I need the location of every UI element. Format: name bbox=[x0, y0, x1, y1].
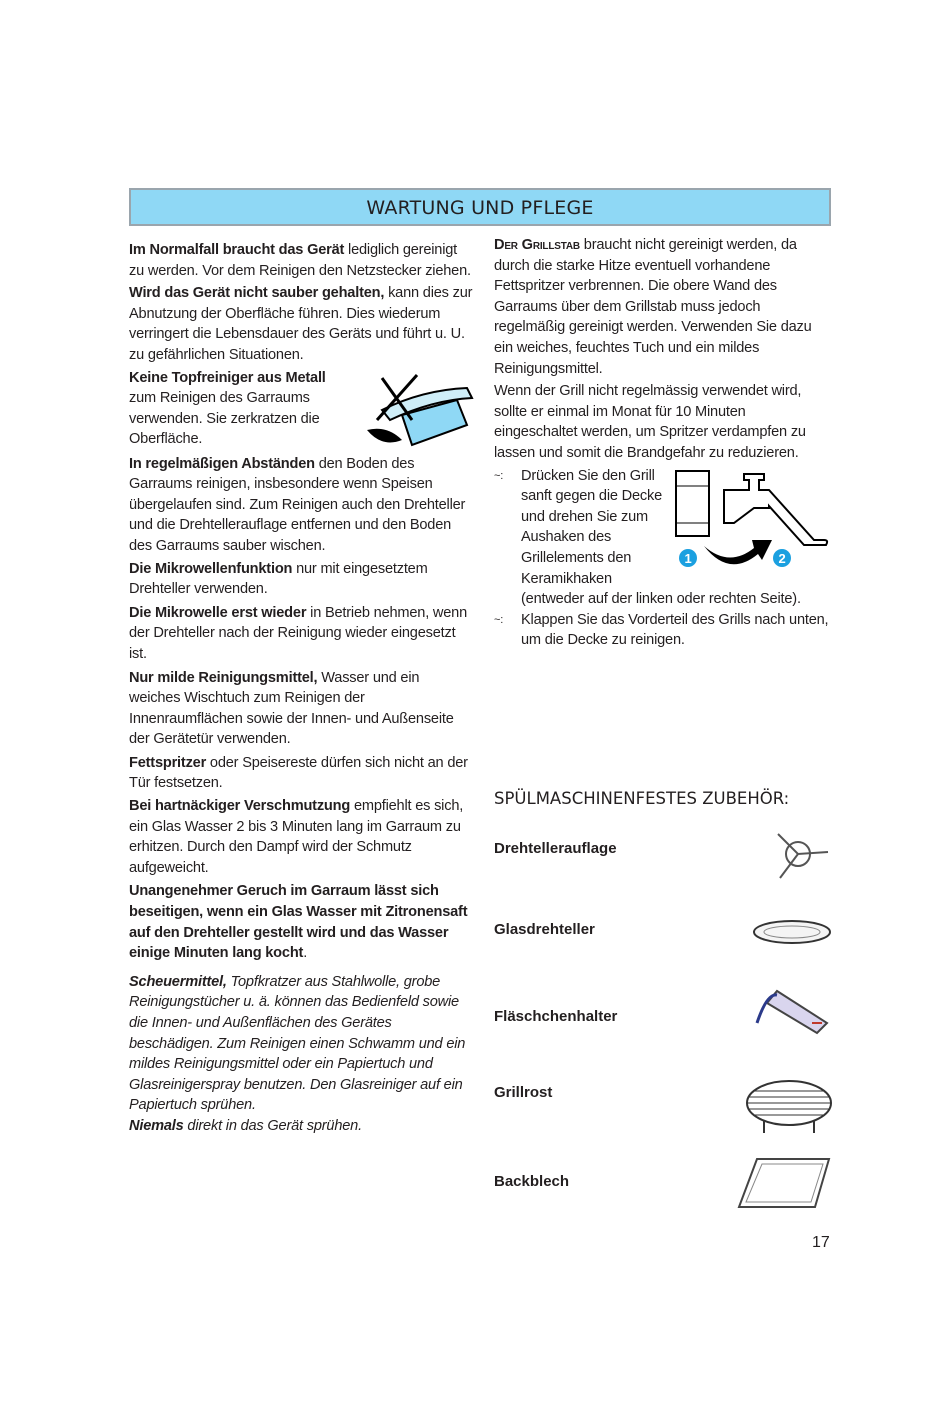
bottle-holder-icon bbox=[752, 983, 832, 1045]
paragraph: Scheuermittel, Topfkratzer aus Stahlwolle, grobe Reinigungstücher u. ä. können das Bedienfeld sowie die Innen- und Außenflächen des Gerätes beschädigen. Zum Reinigen einen Schwamm und ein mildes Reinigungsmittel oder ein Papiertuch und Glasreinigerspray benutzen. Den Glasreiniger auf ein Papiertuch sprühen. Niemals direkt in das Gerät sprühen. bbox=[129, 973, 466, 1134]
section-header: WARTUNG UND PFLEGE bbox=[129, 188, 831, 226]
bullet-text: Drücken Sie den Grill sanft gegen die Decke und drehen Sie zum Aushaken bbox=[521, 467, 663, 546]
paragraph: Wird das Gerät nicht sauber gehalten, kann dies zur Abnutzung der Oberfläche führen. Dies wiederum verringert die Lebensdauer des Geräts und führt u. U. zu gefährlichen Situationen. bbox=[129, 285, 473, 363]
paragraph: In regelmäßigen Abständen den Boden des Garraums reinigen, insbesondere wenn Speisen übergelaufen sind. Zum Reinigen auch den Drehteller und die Drehtellerauflage entfernen und den Boden des Garraums sauber wischen. bbox=[129, 455, 466, 554]
right-column bbox=[494, 235, 832, 651]
accessory-label: Drehtellerauflage bbox=[494, 840, 617, 857]
grill-paragraph: Der Grillstab braucht nicht gereinigt werden, da durch die starke Hitze eventuell vorhandene Fettspritzer verbrennen. Die obere Wand des Garraums über dem Grillstab muss jedoch regelmäßig gereinigt werden. Verwenden Sie dazu ein weiches, feuchtes Tuch und ein mildes Reinigungsmittel. bbox=[494, 237, 812, 377]
paragraph: Unangenehmer Geruch im Garraum lässt sich beseitigen, wenn ein Glas Wasser mit Zitronensaft auf den Drehteller gestellt wird und das Wasser einige Minuten lang kocht. bbox=[129, 883, 468, 962]
accessory-label: Fläschchenhalter bbox=[494, 1008, 618, 1025]
scourer-crossed-icon bbox=[362, 370, 474, 450]
svg-text:1: 1 bbox=[684, 550, 692, 566]
bullet-item bbox=[494, 610, 832, 651]
left-column bbox=[129, 240, 474, 1139]
bullet-icon: ~: bbox=[494, 613, 504, 626]
paragraph: Bei hartnäckiger Verschmutzung empfiehlt es sich, ein Glas Wasser 2 bis 3 Minuten lang im Garraum zu erhitzen. Durch den Dampf wird der Schmutz aufgeweicht. bbox=[129, 798, 464, 876]
accessories-title: SPÜLMASCHINENFESTES ZUBEHÖR: bbox=[494, 789, 790, 808]
accessory-label: Glasdrehteller bbox=[494, 921, 595, 938]
bullet-icon: ~: bbox=[494, 469, 504, 482]
page-number: 17 bbox=[812, 1234, 830, 1251]
bullet-text-cont: des Grillelements den Keramikhaken (entweder auf der linken oder rechten Seite). bbox=[521, 529, 801, 608]
baking-tray-icon bbox=[735, 1155, 833, 1211]
paragraph: Im Normalfall braucht das Gerät lediglich gereinigt zu werden. Vor dem Reinigen den Netzstecker ziehen. bbox=[129, 242, 471, 279]
bullet-text: Klappen Sie das Vorderteil des Grills nach unten, um die Decke zu reinigen. bbox=[521, 611, 829, 649]
paragraph: Fettspritzer oder Speisereste dürfen sich nicht an der Tür festsetzen. bbox=[129, 754, 468, 792]
paragraph: Nur milde Reinigungsmittel, Wasser und ein weiches Wischtuch zum Reinigen der Innenraumflächen sowie der Innen- und Außenseite der Gerätetür verwenden. bbox=[129, 669, 454, 748]
bullet-item bbox=[494, 466, 832, 610]
grill-paragraph-2: Wenn der Grill nicht regelmässig verwendet wird, sollte er einmal im Monat für 10 Minuten eingeschaltet werden, um Spritzer verdampfen zu lassen und somit die Brandgefahr zu reduzieren. bbox=[494, 383, 806, 461]
roller-ring-icon bbox=[770, 830, 832, 882]
grill-rack-icon bbox=[744, 1077, 834, 1135]
glass-plate-icon bbox=[752, 918, 832, 946]
accessory-label: Backblech bbox=[494, 1173, 570, 1190]
paragraph: Die Mikrowellenfunktion nur mit eingesetztem Drehteller verwenden. bbox=[129, 560, 428, 598]
paragraph: Die Mikrowelle erst wieder in Betrieb nehmen, wenn der Drehteller nach der Reinigung wieder eingesetzt ist. bbox=[129, 604, 467, 662]
paragraph: Keine Topfreiniger aus Metall zum Reinigen des Garraums verwenden. Sie zerkratzen die Oberfläche. bbox=[129, 368, 474, 450]
svg-text:2: 2 bbox=[778, 550, 786, 566]
accessory-label: Grillrost bbox=[494, 1084, 553, 1101]
